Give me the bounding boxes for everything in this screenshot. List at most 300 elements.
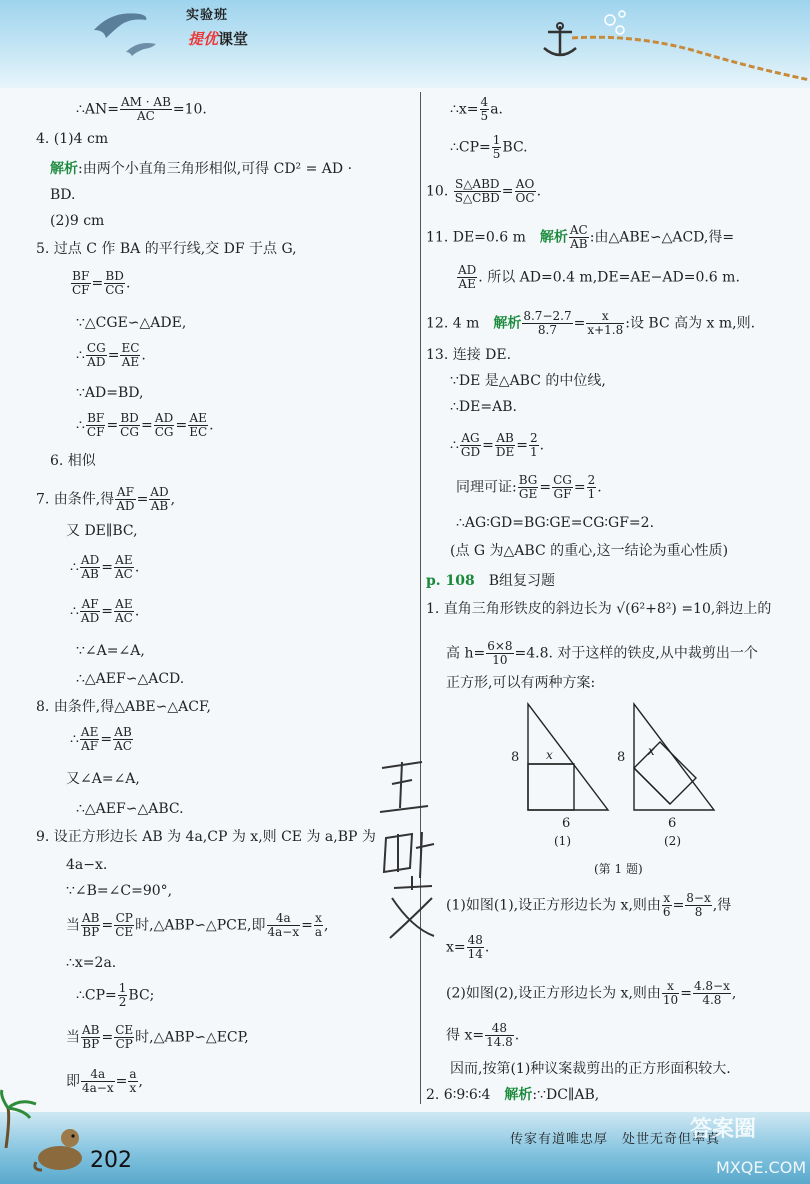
sea-lion-icon xyxy=(32,1122,88,1174)
brand-bottom: 提优课堂 xyxy=(188,30,249,48)
fraction xyxy=(467,934,484,961)
text-segment: . xyxy=(484,939,490,956)
fraction xyxy=(120,96,172,123)
small-dolphin-icon xyxy=(124,40,160,56)
denominator: AE xyxy=(458,277,476,291)
numerator: AE xyxy=(189,411,207,425)
numerator: 8−x xyxy=(686,891,711,905)
numerator: AB xyxy=(82,1023,100,1037)
fraction xyxy=(662,980,679,1007)
text-segment: 时,△ABP∽△PCE,即 xyxy=(135,917,266,934)
left-line xyxy=(36,698,211,716)
fraction xyxy=(188,412,208,439)
right-line xyxy=(426,346,511,364)
denominator: 2 xyxy=(118,995,127,1009)
denominator: GE xyxy=(518,487,538,501)
numerator: AE xyxy=(115,553,133,567)
numerator: BG xyxy=(518,473,538,487)
text-segment: . xyxy=(597,479,602,496)
denominator: AF xyxy=(81,739,99,753)
fraction xyxy=(314,912,323,939)
numerator: AO xyxy=(515,177,535,191)
analysis-label: p. 108 xyxy=(426,573,475,589)
text-segment: 7. 由条件,得 xyxy=(36,491,115,508)
text-segment: = xyxy=(101,559,113,576)
text-segment: BC; xyxy=(128,987,155,1004)
text-segment: :由△ABE∽△ACD,得 xyxy=(589,229,723,246)
text-segment: = xyxy=(136,491,149,508)
denominator: OC xyxy=(515,191,535,205)
text-segment: 高 h= xyxy=(446,645,486,662)
text-segment: = xyxy=(107,347,120,364)
fraction xyxy=(552,474,573,501)
text-segment: = xyxy=(501,183,514,200)
figure-1 xyxy=(528,704,608,810)
numerator: CP xyxy=(115,911,133,925)
numerator: BD xyxy=(105,269,124,283)
text-segment: ∴ xyxy=(70,603,79,620)
numerator: BF xyxy=(72,269,90,283)
fraction xyxy=(457,264,477,291)
denominator: 8 xyxy=(694,905,703,919)
fraction xyxy=(86,412,106,439)
text-segment: ∴CP= xyxy=(76,987,117,1004)
text-segment: ∴AN= xyxy=(76,101,119,118)
left-line xyxy=(66,770,140,788)
fraction xyxy=(492,134,502,161)
denominator: AE xyxy=(121,355,140,369)
denominator: 4a−x xyxy=(82,1081,114,1095)
numerator: AE xyxy=(115,597,133,611)
left-line xyxy=(50,212,104,230)
text-segment: 时,△ABP∽△ECP, xyxy=(135,1029,249,1046)
fraction xyxy=(454,178,501,205)
denominator: AB xyxy=(570,237,588,251)
text-segment: ∴ xyxy=(76,347,85,364)
column-divider xyxy=(420,92,421,1104)
fraction xyxy=(86,342,107,369)
left-line xyxy=(36,486,175,513)
right-line xyxy=(446,980,736,1007)
right-line xyxy=(456,514,654,532)
numerator: 6×8 xyxy=(487,639,513,653)
fraction xyxy=(118,982,128,1009)
text-segment: 13. 连接 DE. xyxy=(426,347,512,363)
text-segment: = xyxy=(573,479,586,496)
text-segment: . xyxy=(514,1027,520,1044)
fraction xyxy=(113,726,133,753)
fraction xyxy=(515,178,536,205)
text-segment: = xyxy=(106,417,119,434)
text-segment: . xyxy=(536,183,542,200)
text-segment: . xyxy=(134,603,140,620)
fraction xyxy=(495,432,515,459)
fraction xyxy=(120,342,140,369)
text-segment: =10. xyxy=(172,101,207,118)
numerator: x xyxy=(586,310,624,324)
numerator: 4.8−x xyxy=(693,979,730,993)
text-segment: , xyxy=(170,491,176,508)
text-segment: :∵DC∥AB, xyxy=(532,1087,600,1103)
text-segment: ∵DE 是△ABC 的中位线, xyxy=(450,373,606,389)
fraction xyxy=(128,1068,137,1095)
left-line xyxy=(36,130,108,148)
fraction xyxy=(154,412,175,439)
text-segment: = xyxy=(91,275,104,292)
left-line xyxy=(70,554,139,581)
text-segment: (2)9 cm xyxy=(50,213,105,229)
text-segment: . xyxy=(134,559,140,576)
denominator: AB xyxy=(81,567,99,581)
denominator: 1 xyxy=(530,445,538,459)
text-segment: = xyxy=(101,603,113,620)
handwriting-strokes xyxy=(372,748,452,948)
right-line xyxy=(450,398,517,416)
numerator: 4a xyxy=(267,912,301,926)
text-segment: . 所以 AD=0.4 m,DE=AE−AD=0.6 m. xyxy=(478,269,740,286)
left-line xyxy=(36,240,297,258)
fraction xyxy=(80,554,100,581)
brand-top: 实验班 xyxy=(186,8,229,23)
text-segment: = xyxy=(140,417,153,434)
text-segment: 正方形,可以有两种方案: xyxy=(446,675,596,691)
text-segment: = xyxy=(301,917,313,934)
denominator: 6 xyxy=(662,905,671,919)
dolphin-icon xyxy=(92,8,150,38)
text-segment: = xyxy=(680,985,692,1002)
right-line xyxy=(446,934,489,961)
text-segment: 当 xyxy=(66,917,80,934)
text-segment: . xyxy=(141,347,146,364)
right-line xyxy=(450,372,606,390)
right-line xyxy=(426,310,755,337)
denominator: DE xyxy=(495,445,515,459)
figure-2 xyxy=(634,704,714,810)
numerator: AB xyxy=(114,725,132,739)
right-line xyxy=(450,432,544,459)
numerator: AE xyxy=(80,725,99,739)
text-segment: , xyxy=(731,985,737,1002)
numerator: x xyxy=(315,911,322,925)
text-segment: = xyxy=(672,897,685,914)
text-segment: :由两个小直角三角形相似,可得 CD² = AD · xyxy=(78,161,353,177)
numerator: AG xyxy=(461,431,480,445)
text-segment: =4.8. 对于这样的铁皮,从中裁剪出一个 xyxy=(514,645,758,662)
fraction xyxy=(460,432,481,459)
text-segment: . xyxy=(539,437,545,454)
numerator: AD xyxy=(458,263,477,277)
text-segment: ∴ xyxy=(70,731,79,748)
fraction xyxy=(80,598,100,625)
denominator: GF xyxy=(553,487,572,501)
left-line xyxy=(50,452,96,470)
fraction xyxy=(115,486,135,513)
handwritten-note xyxy=(372,748,452,948)
denominator: CF xyxy=(72,283,90,297)
right-line xyxy=(450,134,528,161)
analysis-label: 解析 xyxy=(493,315,522,332)
text-segment: ∴ xyxy=(70,559,79,576)
left-line xyxy=(70,598,139,625)
text-segment: a. xyxy=(490,101,503,118)
fraction xyxy=(486,640,513,667)
watermark-url: MXQE.COM xyxy=(716,1158,807,1177)
text-segment: ∴△AEF∽△ABC. xyxy=(76,801,184,817)
page-header-banner xyxy=(0,0,810,88)
denominator: AC xyxy=(137,109,155,123)
text-segment: x= xyxy=(446,939,466,956)
fraction xyxy=(149,486,169,513)
numerator: 48 xyxy=(467,933,483,947)
text-segment: ∵AD=BD, xyxy=(76,385,144,401)
text-segment: = xyxy=(100,731,113,748)
fraction xyxy=(485,1022,514,1049)
denominator: 10 xyxy=(662,993,679,1007)
text-segment: BC. xyxy=(502,139,528,156)
numerator: 2 xyxy=(530,431,538,445)
text-segment: 即 xyxy=(66,1073,80,1090)
denominator: CG xyxy=(105,283,125,297)
right-line xyxy=(446,1022,519,1049)
text-segment: ∴△AEF∽△ACD. xyxy=(76,671,185,687)
denominator: 14.8 xyxy=(486,1035,513,1049)
denominator: AD xyxy=(116,499,135,513)
denominator: 14 xyxy=(467,947,483,961)
numerator: 8.7−2.7 xyxy=(523,309,572,323)
text-segment: ∴DE=AB. xyxy=(450,399,517,415)
left-line xyxy=(66,522,138,540)
fraction xyxy=(518,474,539,501)
fraction xyxy=(80,726,99,753)
right-line xyxy=(450,542,728,560)
denominator: AC xyxy=(114,611,133,625)
text-segment: , xyxy=(138,1073,143,1090)
fraction xyxy=(662,892,672,919)
numerator: BD xyxy=(120,411,139,425)
fraction xyxy=(104,270,125,297)
analysis-label: 解析 xyxy=(504,1087,533,1103)
fraction xyxy=(71,270,91,297)
denominator: CG xyxy=(120,425,139,439)
numerator: AM · AB xyxy=(121,95,171,109)
numerator: S△ABD xyxy=(454,177,500,191)
numerator: 1 xyxy=(492,133,501,147)
denominator: AC xyxy=(114,567,133,581)
denominator: AC xyxy=(114,739,132,753)
analysis-label: 解析 xyxy=(539,229,568,246)
left-line xyxy=(76,342,146,369)
denominator: 1 xyxy=(587,487,596,501)
text-segment: = xyxy=(101,1029,114,1046)
text-segment: ∴ xyxy=(76,417,85,434)
left-line xyxy=(76,314,186,332)
numerator: 1 xyxy=(118,981,127,995)
text-segment: 因而,按第(1)种议案裁剪出的正方形面积较大. xyxy=(450,1061,731,1077)
denominator: 4.8 xyxy=(702,993,722,1007)
text-segment: ∵∠B=∠C=90°, xyxy=(66,883,173,899)
fraction xyxy=(267,912,301,939)
text-segment: (2)如图(2),设正方形边长为 x,则由 xyxy=(446,985,661,1002)
left-line xyxy=(76,384,143,402)
text-segment: = xyxy=(516,437,528,454)
left-line xyxy=(66,912,328,939)
left-line xyxy=(76,670,184,688)
denominator: 5 xyxy=(480,109,489,123)
numerator: AB xyxy=(496,431,514,445)
fig2-side-label: 8 xyxy=(617,750,626,765)
fraction xyxy=(569,224,589,251)
denominator: 5 xyxy=(492,147,501,161)
text-segment: = xyxy=(722,229,735,246)
numerator: x xyxy=(663,891,671,905)
fig2-caption: (2) xyxy=(664,834,681,848)
fraction xyxy=(114,598,134,625)
text-segment: 11. DE=0.6 m xyxy=(426,229,540,246)
right-line xyxy=(450,1060,731,1078)
text-segment: , xyxy=(324,917,329,934)
text-segment: = xyxy=(115,1073,128,1090)
numerator: x xyxy=(662,980,679,994)
numerator: 4a xyxy=(81,1068,115,1082)
numerator: AF xyxy=(116,485,134,499)
fraction xyxy=(81,912,100,939)
fig1-caption: (1) xyxy=(554,834,571,848)
right-line xyxy=(426,600,771,618)
fraction xyxy=(685,892,711,919)
fraction xyxy=(522,310,572,337)
denominator: GD xyxy=(460,445,481,459)
right-line xyxy=(426,1086,599,1104)
left-line xyxy=(76,982,154,1009)
numerator: AD xyxy=(80,553,100,567)
text-segment: ∴CP= xyxy=(450,139,491,156)
denominator: 4a−x xyxy=(267,925,300,939)
denominator: x xyxy=(129,1081,137,1095)
text-segment: 得 x= xyxy=(446,1027,485,1044)
fraction xyxy=(81,1068,115,1095)
fraction xyxy=(529,432,539,459)
text-segment: 又 DE∥BC, xyxy=(66,523,138,539)
numerator: AD xyxy=(154,411,174,425)
numerator: a xyxy=(129,1067,137,1081)
fraction xyxy=(480,96,490,123)
fig2-bottom-label: 6 xyxy=(668,816,677,831)
text-segment: 同理可证: xyxy=(456,479,517,496)
text-segment: = xyxy=(539,479,552,496)
text-segment: :设 BC 高为 x m,则 xyxy=(625,315,751,332)
right-line xyxy=(426,224,734,251)
fig1-bottom-label: 6 xyxy=(562,816,571,831)
fraction xyxy=(119,412,140,439)
fraction xyxy=(114,1024,134,1051)
denominator: 8.7 xyxy=(537,323,558,337)
numerator: 48 xyxy=(485,1022,514,1036)
denominator: BP xyxy=(82,925,100,939)
numerator: CG xyxy=(553,473,572,487)
text-segment: = xyxy=(482,437,494,454)
page-number: 202 xyxy=(90,1148,132,1173)
footer-motto: 传家有道唯忠厚 处世无奇但率真 xyxy=(510,1132,721,1147)
text-segment: = xyxy=(175,417,188,434)
right-line xyxy=(446,640,758,667)
watermark: 答案圈 xyxy=(690,1117,757,1142)
left-line xyxy=(66,856,107,874)
right-line xyxy=(456,474,602,501)
numerator: 2 xyxy=(587,473,596,487)
text-segment: 5. 过点 C 作 BA 的平行线,交 DF 于点 G, xyxy=(36,241,297,257)
text-segment: ∴x=2a. xyxy=(66,955,117,971)
text-segment: B组复习题 xyxy=(474,573,556,589)
numerator: EC xyxy=(121,341,140,355)
numerator: AC xyxy=(569,223,588,237)
left-line xyxy=(50,186,75,204)
text-segment: . xyxy=(750,315,756,332)
left-line xyxy=(76,412,214,439)
text-segment: ∴AG∶GD=BG∶GE=CG∶GF=2. xyxy=(456,515,655,531)
denominator: EC xyxy=(189,425,208,439)
fraction xyxy=(586,310,624,337)
left-line xyxy=(66,954,116,972)
analysis-label: 解析 xyxy=(50,161,78,177)
right-line xyxy=(450,96,503,123)
text-segment: = xyxy=(101,917,114,934)
left-line xyxy=(66,1024,249,1051)
denominator: AD xyxy=(80,611,100,625)
denominator: x+1.8 xyxy=(587,323,624,337)
text-segment: (点 G 为△ABC 的重心,这一结论为重心性质) xyxy=(450,543,729,559)
text-segment: ∴ xyxy=(450,437,459,454)
text-segment: = xyxy=(573,315,586,332)
text-segment: ∴x= xyxy=(450,101,479,118)
left-line xyxy=(76,800,184,818)
denominator: CE xyxy=(115,925,134,939)
text-segment: 4. (1)4 cm xyxy=(36,131,109,147)
fraction xyxy=(114,554,134,581)
denominator: AD xyxy=(87,355,106,369)
left-line xyxy=(70,726,134,753)
text-segment: . xyxy=(209,417,214,434)
text-segment: (1)如图(1),设正方形边长为 x,则由 xyxy=(446,897,661,914)
numerator: CG xyxy=(86,341,106,355)
text-segment: ,得 xyxy=(712,897,732,914)
left-line xyxy=(70,270,130,297)
denominator: 10 xyxy=(492,653,508,667)
left-line xyxy=(66,1068,143,1095)
right-line xyxy=(446,674,595,692)
numerator: AD xyxy=(150,485,169,499)
text-segment: ∵△CGE∽△ADE, xyxy=(76,315,187,331)
fig1-x-label: x xyxy=(546,748,553,762)
numerator: CE xyxy=(115,1023,134,1037)
right-line xyxy=(446,892,731,919)
text-segment: . xyxy=(126,275,131,292)
numerator: 4 xyxy=(480,95,489,109)
text-segment: 10. xyxy=(426,183,453,200)
text-segment: BD. xyxy=(50,187,76,203)
denominator: CF xyxy=(86,425,105,439)
text-segment: ∵∠A=∠A, xyxy=(76,643,145,659)
text-segment: 2. 6∶9∶6∶4 xyxy=(426,1087,505,1103)
right-line xyxy=(426,572,555,590)
numerator: BF xyxy=(87,411,105,425)
text-segment: 8. 由条件,得△ABE∽△ACF, xyxy=(36,699,211,715)
text-segment: 1. 直角三角形铁皮的斜边长为 √(6²+8²) =10,斜边上的 xyxy=(426,601,772,617)
fig2-x-label: x xyxy=(648,744,655,758)
text-segment: 又∠A=∠A, xyxy=(66,771,140,787)
fig1-side-label: 8 xyxy=(511,750,520,765)
fraction xyxy=(114,912,134,939)
text-segment: 6. 相似 xyxy=(50,453,96,469)
